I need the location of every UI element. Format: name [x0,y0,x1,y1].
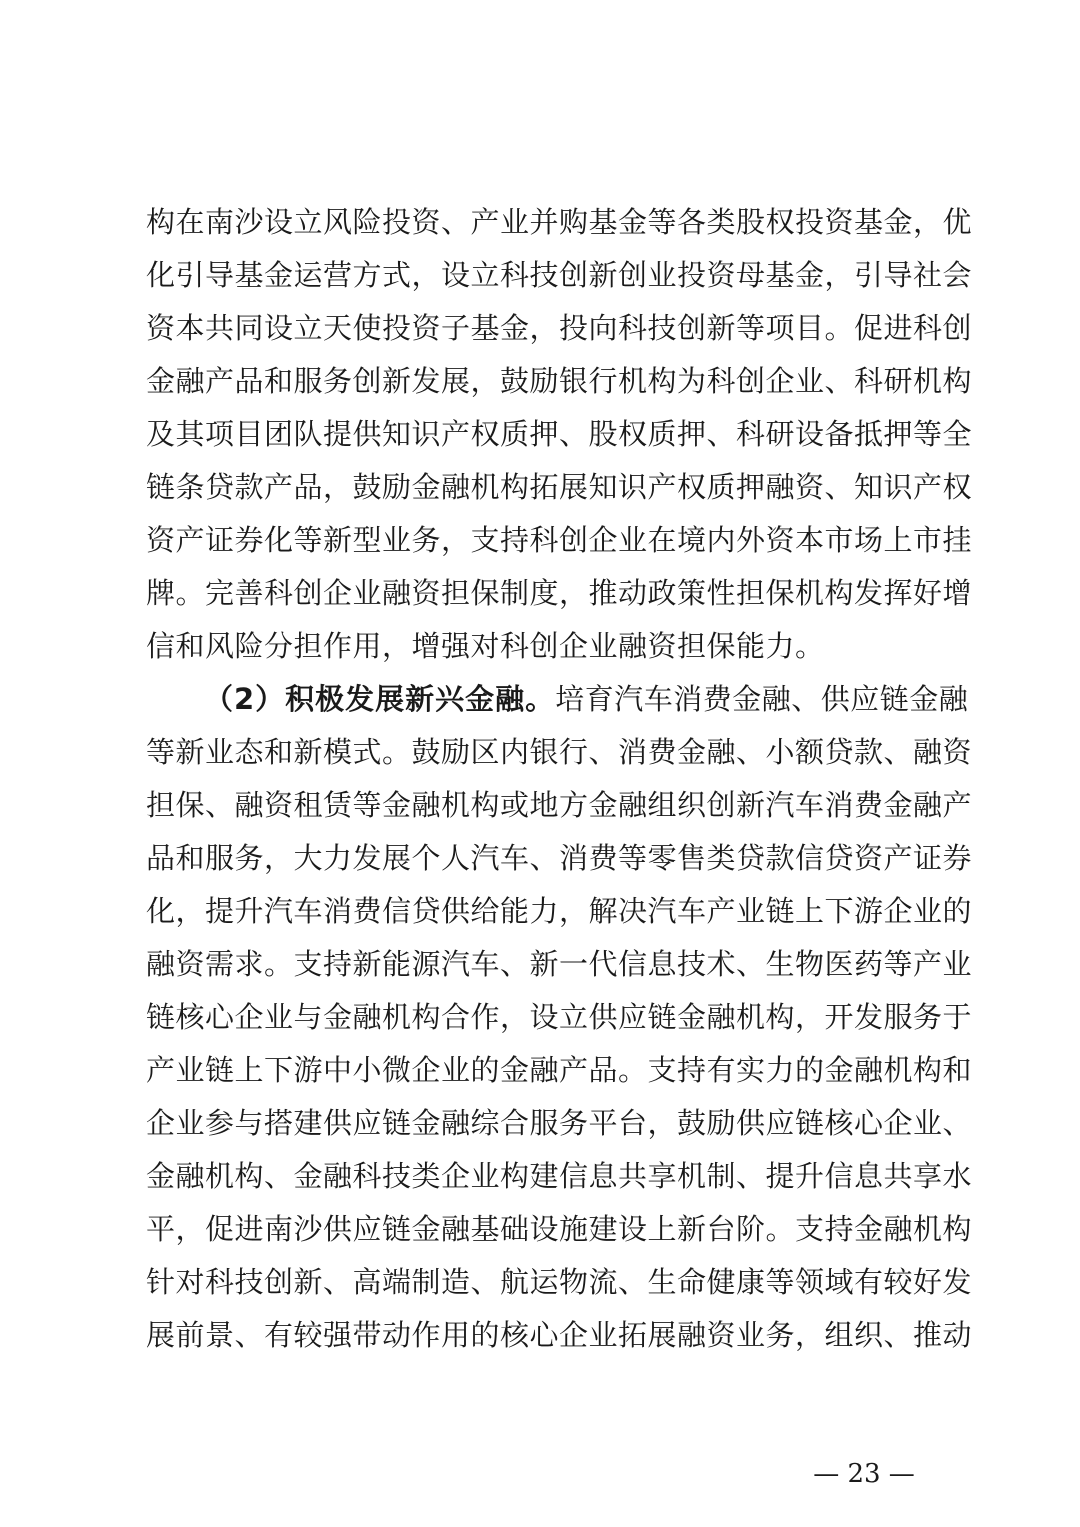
section-line: 平，促进南沙供应链金融基础设施建设上新台阶。支持金融机构 [146,1212,973,1246]
section-line: 产业链上下游中小微企业的金融产品。支持有实力的金融机构和 [146,1053,973,1087]
section-line: 企业参与搭建供应链金融综合服务平台，鼓励供应链核心企业、 [146,1106,973,1140]
paragraph-line: 链条贷款产品，鼓励金融机构拓展知识产权质押融资、知识产权 [146,470,973,504]
paragraph-line: 化引导基金运营方式，设立科技创新创业投资母基金，引导社会 [146,258,973,292]
section-heading-continuation: 培育汽车消费金融、供应链金融 [555,682,969,716]
paragraph-line: 资产证券化等新型业务，支持科创企业在境内外资本市场上市挂 [146,523,973,557]
section-first-line [146,673,969,726]
section-line: 化，提升汽车消费信贷供给能力，解决汽车产业链上下游企业的 [146,894,973,928]
section-line: 等新业态和新模式。鼓励区内银行、消费金融、小额贷款、融资 [146,735,973,769]
body-text [146,196,973,1362]
section-line: 金融机构、金融科技类企业构建信息共享机制、提升信息共享水 [146,1159,973,1193]
section-line: 针对科技创新、高端制造、航运物流、生命健康等领域有较好发 [146,1265,973,1299]
section-line: 担保、融资租赁等金融机构或地方金融组织创新汽车消费金融产 [146,788,973,822]
section-line: 链核心企业与金融机构合作，设立供应链金融机构，开发服务于 [146,1000,973,1034]
section-line: 品和服务，大力发展个人汽车、消费等零售类贷款信贷资产证券 [146,841,973,875]
paragraph-line: 金融产品和服务创新发展，鼓励银行机构为科创企业、科研机构 [146,364,973,398]
section-heading: （2）积极发展新兴金融。 [204,682,556,716]
section-line: 展前景、有较强带动作用的核心企业拓展融资业务，组织、推动 [146,1318,973,1352]
section-line: 融资需求。支持新能源汽车、新一代信息技术、生物医药等产业 [146,947,973,981]
paragraph-line: 信和风险分担作用，增强对科创企业融资担保能力。 [146,629,825,663]
paragraph-line: 牌。完善科创企业融资担保制度，推动政策性担保机构发挥好增 [146,576,973,610]
paragraph-line: 构在南沙设立风险投资、产业并购基金等各类股权投资基金，优 [146,205,973,239]
paragraph-line: 资本共同设立天使投资子基金，投向科技创新等项目。促进科创 [146,311,973,345]
page-number: — 23 — [813,1459,915,1489]
paragraph-line: 及其项目团队提供知识产权质押、股权质押、科研设备抵押等全 [146,417,973,451]
